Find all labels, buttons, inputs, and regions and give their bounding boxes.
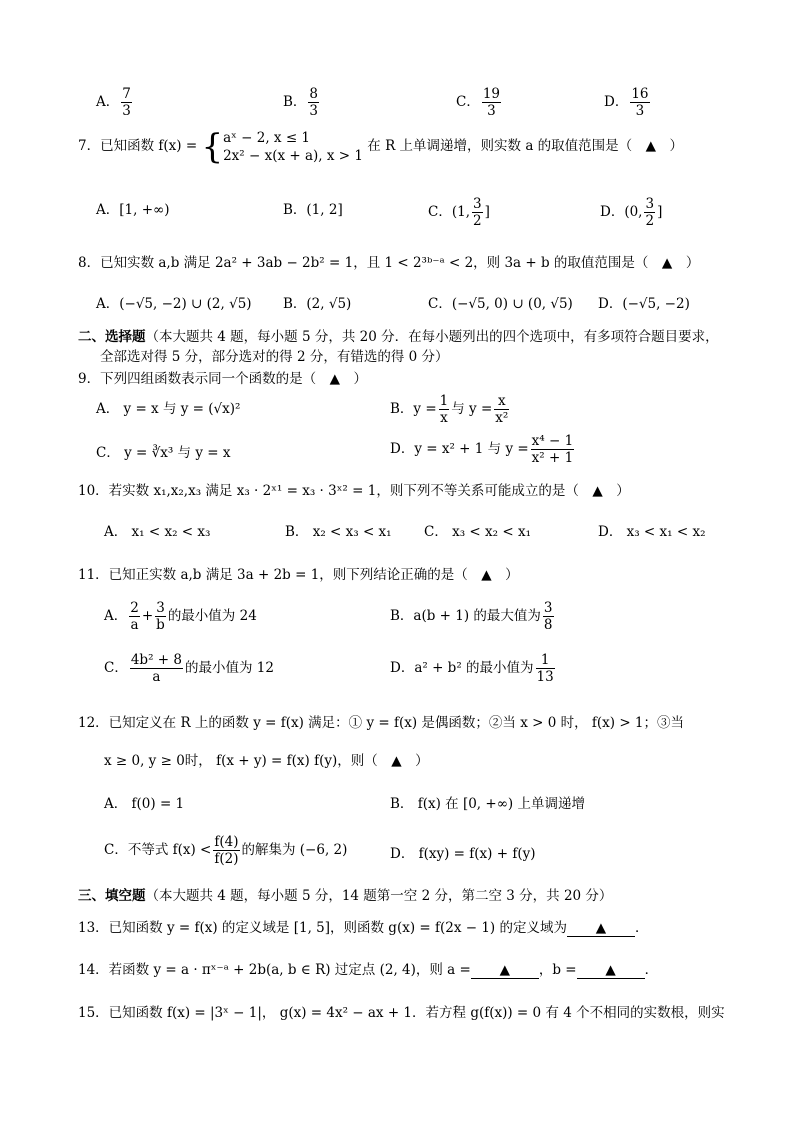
q6-d-num: 16 <box>631 86 649 102</box>
q11-b-fraction <box>543 600 554 633</box>
q9-b-den2: x² <box>495 410 509 426</box>
q11-c-fraction <box>130 652 183 685</box>
q10-option-d: D． x₃ < x₁ < x₂ <box>598 524 706 540</box>
q11-b-den: 8 <box>543 617 553 633</box>
q6-a-label: A． <box>96 94 120 110</box>
q11-b-pre: a(b + 1) 的最大值为 <box>413 608 541 624</box>
q7-c-open: (1, <box>451 204 470 220</box>
q7-c-label: C． <box>428 204 452 220</box>
q11-option-a <box>104 600 257 633</box>
q6-a-fraction <box>121 86 132 119</box>
q9-b-pre: y = <box>413 401 437 417</box>
q10-stem: 10．若实数 x₁,x₂,x₃ 满足 x₃ · 2ˣ¹ = x₃ · 3ˣ² = 1，则下列不等关系可能成立的是（ ▲ ） <box>78 483 630 499</box>
section-2-title: 二、选择题 <box>78 329 146 345</box>
q6-c-den: 3 <box>487 103 496 119</box>
q6-option-b <box>283 86 321 119</box>
q7-stem-suffix: 在 R 上单调递增，则实数 a 的取值范围是（ ▲ ） <box>367 138 684 154</box>
q14-answer-blank-a[interactable]: ▲ <box>471 962 539 979</box>
q6-c-num: 19 <box>482 86 501 102</box>
q7-case1: aˣ − 2, x ≤ 1 <box>223 129 311 146</box>
q11-a-d1: a <box>130 617 139 633</box>
q11-c-tail: 的最小值为 12 <box>184 660 274 676</box>
q6-b-num: 8 <box>309 86 319 102</box>
q7-stem <box>78 126 683 166</box>
q9-b-num2: x <box>494 393 509 410</box>
q11-b-num: 3 <box>543 600 553 616</box>
q12-option-a: A． f(0) = 1 <box>104 796 185 812</box>
q11-a-tail: 的最小值为 24 <box>167 608 257 624</box>
q7-c-fraction <box>472 196 483 229</box>
q11-a-d2: b <box>156 617 165 633</box>
q7-case2: 2x² − x(x + a), x > 1 <box>223 147 363 164</box>
q11-option-d <box>390 652 557 685</box>
q6-d-label: D． <box>604 94 629 110</box>
q8-option-c: C．(−√5, 0) ∪ (0, √5) <box>428 296 573 312</box>
q11-option-b <box>390 600 556 633</box>
q14-line <box>78 960 658 980</box>
q9-d-den: x² + 1 <box>531 450 574 466</box>
section-3-desc: （本大题共 4 题，每小题 5 分，14 题第一空 2 分，第二空 3 分，共 20 分） <box>145 888 613 904</box>
q14-mid: ，b = <box>538 962 577 978</box>
section-3-header <box>78 886 612 906</box>
q7-stem-prefix: 7．已知函数 f(x) = <box>78 138 198 154</box>
q10-option-b: B． x₂ < x₃ < x₁ <box>285 524 392 540</box>
q6-d-den: 3 <box>635 103 645 119</box>
q7-option-b: B．(1, 2] <box>283 202 343 218</box>
q8-stem: 8．已知实数 a,b 满足 2a² + 3ab − 2b² = 1，且 1 < 2³ᵇ⁻ᵃ < 2，则 3a + b 的取值范围是（ ▲ ） <box>78 255 700 271</box>
q6-c-fraction <box>482 86 501 119</box>
q8-option-d: D．(−√5, −2) <box>598 296 690 312</box>
q7-brace: { <box>201 126 224 167</box>
q9-stem: 9．下列四组函数表示同一个函数的是（ ▲ ） <box>78 371 367 387</box>
q7-d-den: 2 <box>645 213 655 229</box>
q11-a-frac1 <box>129 600 140 633</box>
q11-a-label: A． <box>104 608 128 624</box>
q7-option-a: A．[1, +∞) <box>96 202 170 218</box>
q7-option-d <box>600 196 662 229</box>
q11-stem: 11．已知正实数 a,b 满足 3a + 2b = 1，则下列结论正确的是（ ▲ ） <box>78 567 519 583</box>
q6-b-den: 3 <box>309 103 319 119</box>
section-2-desc2: 全部选对得 5 分，部分选对的得 2 分，有错选的得 0 分） <box>100 349 449 365</box>
q9-b-frac2 <box>494 393 509 426</box>
q7-c-close: ] <box>484 204 490 220</box>
q6-a-num: 7 <box>122 86 131 102</box>
q11-a-frac2 <box>155 600 166 633</box>
q14-answer-blank-b[interactable]: ▲ <box>577 962 645 979</box>
q10-option-a: A． x₁ < x₂ < x₃ <box>104 524 211 540</box>
q11-a-plus: + <box>141 608 154 624</box>
q6-a-den: 3 <box>122 103 131 119</box>
q12-c-pre: C．不等式 f(x) < <box>104 842 212 858</box>
q11-d-num: 1 <box>536 652 555 669</box>
q11-option-c <box>104 652 274 685</box>
q9-b-den1: x <box>440 410 448 426</box>
q12-c-den: f(2) <box>214 851 239 867</box>
q7-c-num: 3 <box>473 196 482 212</box>
q8-option-b: B．(2, √5) <box>283 296 352 312</box>
q15-stem: 15．已知函数 f(x) = |3ˣ − 1|， g(x) = 4x² − ax + 1．若方程 g(f(x)) = 0 有 4 个不相同的实数根，则实 <box>78 1005 725 1021</box>
q6-options <box>96 86 134 119</box>
q13-line <box>78 918 649 938</box>
section-2-header <box>78 327 719 347</box>
q9-d-fraction <box>531 433 575 466</box>
q7-d-open: (0, <box>624 204 643 220</box>
q6-option-a <box>96 86 134 119</box>
q12-option-d: D． f(xy) = f(x) + f(y) <box>390 846 536 862</box>
q9-option-c: C． y = ∛x³ 与 y = x <box>96 445 231 461</box>
q6-b-label: B． <box>283 94 307 110</box>
q14-end: ． <box>644 962 659 978</box>
q10-option-c: C． x₃ < x₂ < x₁ <box>424 524 531 540</box>
q9-option-b <box>390 393 511 426</box>
q12-option-c <box>104 834 347 867</box>
q9-d-num: x⁴ − 1 <box>531 433 574 449</box>
q11-a-n1: 2 <box>130 600 139 616</box>
section-2-desc1: （本大题共 4 题，每小题 5 分，共 20 分．在每小题列出的四个选项中，有多项符合题目要求， <box>145 329 719 345</box>
q11-c-label: C． <box>104 660 128 676</box>
q11-c-den: a <box>152 669 161 685</box>
q9-b-label: B． <box>390 401 414 417</box>
q12-c-tail: 的解集为 (−6, 2) <box>241 842 348 858</box>
q9-d-label: D． <box>390 441 415 457</box>
q9-option-a: A． y = x 与 y = (√x)² <box>96 401 241 417</box>
q8-option-a: A．(−√5, −2) ∪ (2, √5) <box>96 296 252 312</box>
q7-d-close: ] <box>657 204 663 220</box>
q11-b-label: B． <box>390 608 414 624</box>
q11-d-label: D． <box>390 660 415 676</box>
q6-d-fraction <box>630 86 649 119</box>
q14-stem: 14．若函数 y = a · πˣ⁻ᵃ + 2b(a, b ∈ R) 过定点 (2, 4)，则 a = <box>78 962 471 978</box>
q7-d-num: 3 <box>645 196 655 212</box>
q12-stem-line2: x ≥ 0, y ≥ 0时， f(x + y) = f(x) f(y)，则（ ▲ ） <box>104 753 429 769</box>
q6-option-c <box>456 86 503 119</box>
q6-option-d <box>604 86 652 119</box>
q9-d-pre: y = x² + 1 与 y = <box>414 441 529 457</box>
q6-b-fraction <box>308 86 319 119</box>
q13-stem: 13．已知函数 y = f(x) 的定义域是 [1, 5]，则函数 g(x) = f(2x − 1) 的定义域为 <box>78 920 567 936</box>
q6-c-label: C． <box>456 94 480 110</box>
q7-c-den: 2 <box>473 213 482 229</box>
q11-a-n2: 3 <box>156 600 165 616</box>
q11-d-den: 13 <box>536 669 554 685</box>
q12-stem-line1: 12．已知定义在 R 上的函数 y = f(x) 满足：① y = f(x) 是偶函数；②当 x > 0 时， f(x) > 1；③当 <box>78 715 685 731</box>
q13-end: ． <box>635 920 649 936</box>
q7-option-c <box>428 196 490 229</box>
q12-c-num: f(4) <box>214 834 239 850</box>
section-3-title: 三、填空题 <box>78 888 146 904</box>
q9-b-frac1 <box>439 393 450 426</box>
q12-c-fraction <box>213 834 239 867</box>
q7-d-label: D． <box>600 204 625 220</box>
q13-answer-blank[interactable]: ▲ <box>567 920 635 937</box>
q9-option-d <box>390 433 576 466</box>
q11-d-pre: a² + b² 的最小值为 <box>414 660 534 676</box>
q9-b-mid: 与 y = <box>451 401 493 417</box>
q11-c-num: 4b² + 8 <box>130 652 182 668</box>
q11-d-fraction <box>536 652 555 685</box>
q7-cases <box>223 129 363 165</box>
q9-b-num1: 1 <box>439 393 449 409</box>
q7-d-fraction <box>644 196 655 229</box>
q12-option-b: B． f(x) 在 [0, +∞) 上单调递增 <box>390 796 585 812</box>
